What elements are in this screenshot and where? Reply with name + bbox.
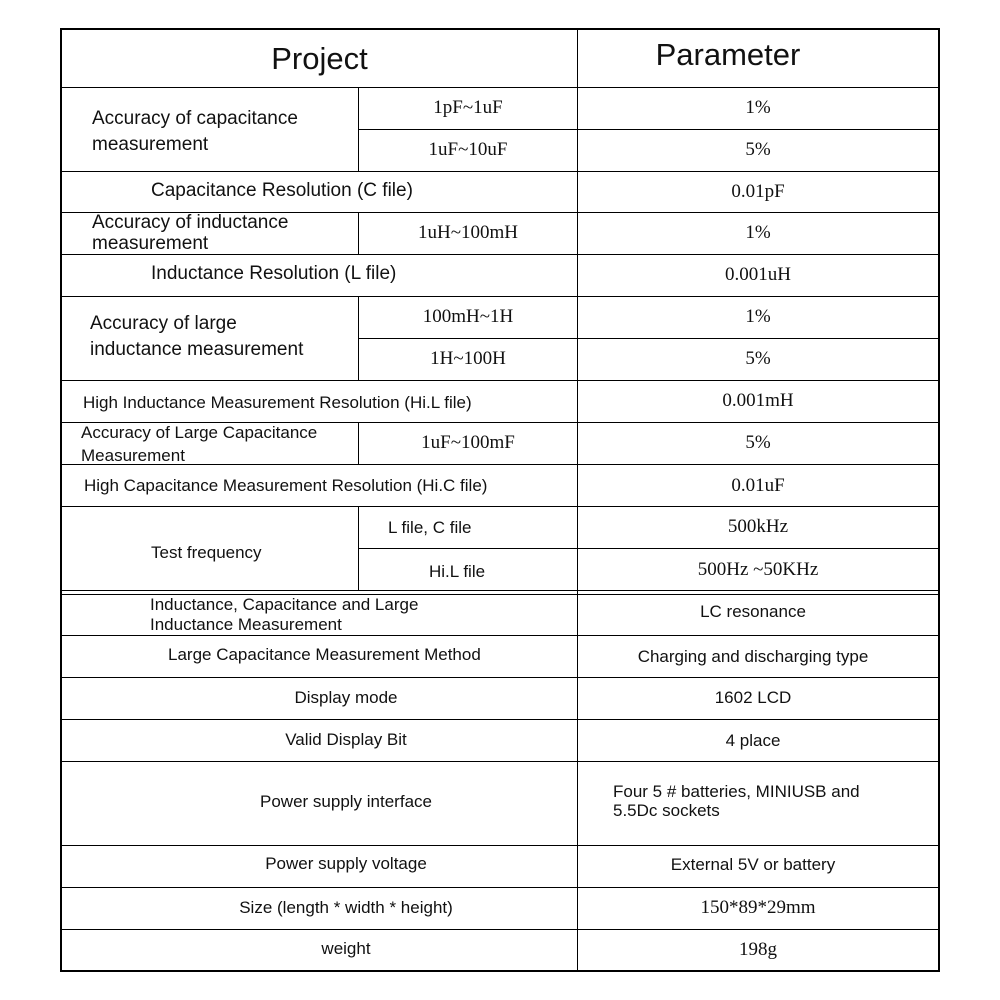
range-large-ind-1: 100mH~1H	[422, 306, 514, 327]
row-divider	[61, 929, 939, 930]
row-divider	[61, 845, 939, 846]
label-large-ind-1: Accuracy of large	[90, 313, 237, 334]
row-divider	[358, 548, 939, 549]
row-divider	[61, 87, 939, 88]
label-high-ind-resolution: High Inductance Measurement Resolution (Hi.L file)	[83, 393, 472, 412]
sub-test-frequency-1: L file, C file	[388, 518, 472, 537]
range-cap-1: 1pF~1uF	[433, 97, 503, 118]
label-test-frequency: Test frequency	[151, 543, 262, 562]
row-divider	[61, 677, 939, 678]
label-weight: weight	[321, 939, 371, 958]
value-high-cap-resolution: 0.01uF	[731, 475, 785, 496]
value-power-interface-2: 5.5Dc sockets	[613, 801, 720, 820]
value-cap-resolution: 0.01pF	[731, 181, 785, 202]
label-high-cap-resolution: High Capacitance Measurement Resolution (Hi.C file)	[84, 476, 488, 495]
label-lc-method-2: Inductance Measurement	[150, 615, 342, 634]
label-cap-accuracy-1: Accuracy of capacitance	[92, 108, 298, 129]
label-large-cap-2: Measurement	[81, 446, 185, 465]
value-large-ind-1: 1%	[745, 306, 771, 327]
row-divider	[358, 338, 939, 339]
value-ind: 1%	[745, 222, 771, 243]
value-lc-method: LC resonance	[700, 602, 806, 621]
label-large-ind-2: inductance measurement	[90, 339, 304, 360]
value-cap-2: 5%	[745, 139, 771, 160]
label-valid-bit: Valid Display Bit	[285, 730, 407, 749]
label-large-cap-1: Accuracy of Large Capacitance	[81, 423, 318, 442]
label-ind-resolution: Inductance Resolution (L file)	[151, 263, 397, 284]
value-test-frequency-1: 500kHz	[727, 516, 789, 537]
row-divider	[61, 380, 939, 381]
sub-test-frequency-2: Hi.L file	[429, 562, 486, 581]
row-divider	[61, 590, 939, 591]
row-divider	[358, 129, 939, 130]
value-large-cap: 5%	[745, 432, 771, 453]
label-lc-method-1: Inductance, Capacitance and Large	[150, 595, 419, 614]
row-divider	[61, 171, 939, 172]
range-ind: 1uH~100mH	[417, 222, 518, 243]
value-size: 150*89*29mm	[700, 897, 816, 918]
value-power-interface-1: Four 5 # batteries, MINIUSB and	[613, 782, 860, 801]
label-large-cap-method: Large Capacitance Measurement Method	[168, 645, 481, 664]
range-large-ind-2: 1H~100H	[430, 348, 506, 369]
value-cap-1: 1%	[745, 97, 771, 118]
label-display-mode: Display mode	[294, 688, 398, 707]
header-parameter: Parameter	[655, 37, 801, 72]
value-weight: 198g	[739, 939, 777, 960]
label-power-interface: Power supply interface	[260, 792, 432, 811]
value-power-voltage: External 5V or battery	[670, 855, 836, 874]
label-ind-accuracy-1: Accuracy of inductance	[92, 212, 289, 233]
row-divider	[61, 887, 939, 888]
value-high-ind-resolution: 0.001mH	[722, 390, 794, 411]
value-large-ind-2: 5%	[745, 348, 771, 369]
row-divider	[61, 296, 939, 297]
label-size: Size (length * width * height)	[239, 898, 453, 917]
value-display-mode: 1602 LCD	[714, 688, 792, 707]
spec-table	[60, 28, 940, 972]
row-divider	[61, 506, 939, 507]
row-divider	[61, 719, 939, 720]
value-valid-bit: 4 place	[725, 731, 781, 750]
value-test-frequency-2: 500Hz ~50KHz	[697, 559, 819, 580]
value-ind-resolution: 0.001uH	[725, 264, 791, 285]
value-large-cap-method: Charging and discharging type	[637, 647, 869, 666]
label-cap-resolution: Capacitance Resolution (C file)	[151, 180, 413, 201]
range-large-cap: 1uF~100mF	[421, 432, 515, 453]
header-project: Project	[271, 41, 368, 76]
row-divider	[61, 635, 939, 636]
row-divider	[61, 464, 939, 465]
label-cap-accuracy-2: measurement	[92, 134, 209, 155]
label-ind-accuracy-2: measurement	[92, 233, 209, 254]
row-divider	[61, 761, 939, 762]
range-cap-2: 1uF~10uF	[428, 139, 508, 160]
label-power-voltage: Power supply voltage	[265, 854, 427, 873]
